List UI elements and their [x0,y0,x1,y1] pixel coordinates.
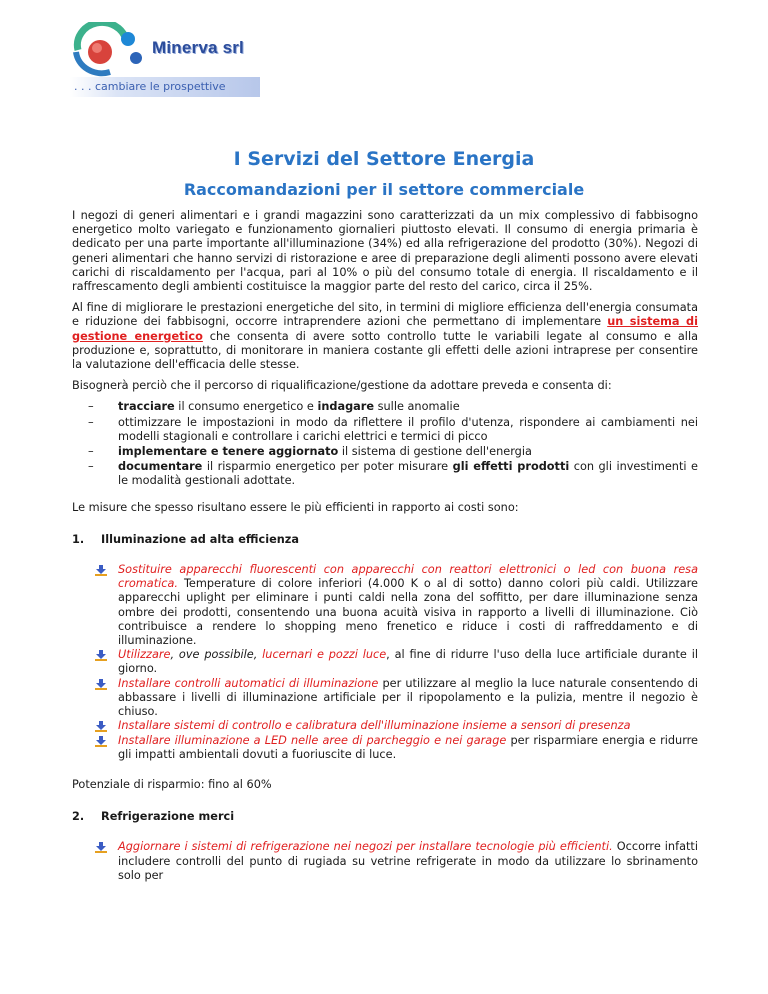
list-item: Utilizzare, ove possibile, lucernari e pozzi luce, al fine di ridurre l'uso della luce artificiale durante il giorno. [72,648,698,676]
list-item: – documentare il risparmio energetico per poter misurare gli effetti prodotti con gli investimenti e le modalità gestionali adottate. [88,460,698,488]
objectives-list [72,400,698,488]
intro-paragraph-1: I negozi di generi alimentari e i grandi magazzini sono caratterizzati da un mix complessivo di fabbisogno energetico molto variegato e funzionamento giornalieri piuttosto elevati. Il consumo di energia primaria è dedicato per una parte importante all'illuminazione (34%) ed alla refrigerazione del prodotto (30%). Negozi di generi alimentari che hanno servizi di ristorazione e aree di preparazione degli alimenti possono avere elevati carichi di riscaldamento per l'acqua, pari al 10% o più del consumo totale di energia. Il riscaldamento e il raffrescamento degli ambienti costituisce la maggior parte del resto del carico, circa il 25%. [72,209,698,294]
section-heading-lighting: 1. Illuminazione ad alta efficienza [72,532,299,546]
dash-bullet-icon: – [88,400,94,414]
dash-bullet-icon: – [88,445,94,459]
arrow-bullet-icon [95,721,107,732]
logo-graphic-icon [70,22,150,78]
list-item: – ottimizzare le impostazioni in modo da riflettere il profilo d'utenza, rispondere ai cambiamenti nei modelli stagionali e controllare i carichi elettrici e termici di picco [88,415,698,443]
intro-paragraph-2: Al fine di migliorare le prestazioni energetiche del sito, in termini di migliore efficienza dell'energia consumata e riduzione dei fabbisogni, occorre intraprendere azioni che permettano di implementare un sistema di gestione energetico che consenta di avere sotto controllo tutte le variabili legate al consumo e alla produzione e, soprattutto, di monitorare in maniera costante gli effetti delle azioni intraprese per consentire la valutazione dell'efficacia delle stesse. [72,301,698,372]
tagline: . . . cambiare le prospettive [74,80,226,93]
arrow-bullet-icon [95,679,107,690]
arrow-bullet-icon [95,565,107,576]
page-subtitle: Raccomandazioni per il settore commerciale [183,180,585,199]
section-heading-refrigeration: 2. Refrigerazione merci [72,810,235,824]
arrow-bullet-icon [95,650,107,661]
list-item: Installare sistemi di controllo e calibratura dell'illuminazione insieme a sensori di presenza [72,719,698,733]
refrigeration-measures-list [72,840,698,883]
energy-management-highlight: un sistema di gestione energetico [72,315,698,343]
arrow-bullet-icon [95,842,107,853]
list-item: – tracciare il consumo energetico e indagare sulle anomalie [88,400,460,414]
company-name: Minerva srl [152,38,244,57]
lighting-measures-list [72,563,698,762]
lighting-savings: Potenziale di risparmio: fino al 60% [72,777,272,791]
page-title: I Servizi del Settore Energia [233,148,535,170]
document-body [72,209,698,883]
list-item: Sostituire apparecchi fluorescenti con apparecchi con reattori elettronici o led con buona resa cromatica. Temperature di colore inferiori (4.000 K o al di sotto) danno colori più caldi. Utilizzare apparecchi uplight per eliminare i punti caldi nella zona del soffitto, per dare illuminazione senza ombre dei prodotti, consentendo una buona acuità visiva in rapporto a livelli di illuminazione. Ciò contribuisce a rendere lo shopping meno frenetico e riduce i costi di raffreddamento e di illuminazione. [72,563,698,648]
dash-bullet-icon: – [88,415,94,429]
intro-paragraph-3: Bisognerà perciò che il percorso di riqualificazione/gestione da adottare preveda e consenta di: [72,379,612,393]
dash-bullet-icon: – [88,460,94,474]
list-item: – implementare e tenere aggiornato il sistema di gestione dell'energia [88,445,532,459]
arrow-bullet-icon [95,736,107,747]
list-item: Installare illuminazione a LED nelle aree di parcheggio e nei garage per risparmiare energia e ridurre gli impatti ambientali dovuti a fuoriuscite di luce. [72,734,698,762]
list-item: Aggiornare i sistemi di refrigerazione nei negozi per installare tecnologie più efficienti. Occorre infatti includere controlli del punto di rugiada su vetrine refrigerate in modo da utilizzare lo sbrinamento solo per [72,840,698,883]
list-item: Installare controlli automatici di illuminazione per utilizzare al meglio la luce naturale consentendo di abbassare i livelli di illuminazione artificiale per il ripopolamento e la pulizia, mentre il negozio è chiuso. [72,677,698,720]
measures-intro: Le misure che spesso risultano essere le più efficienti in rapporto ai costi sono: [72,500,519,514]
